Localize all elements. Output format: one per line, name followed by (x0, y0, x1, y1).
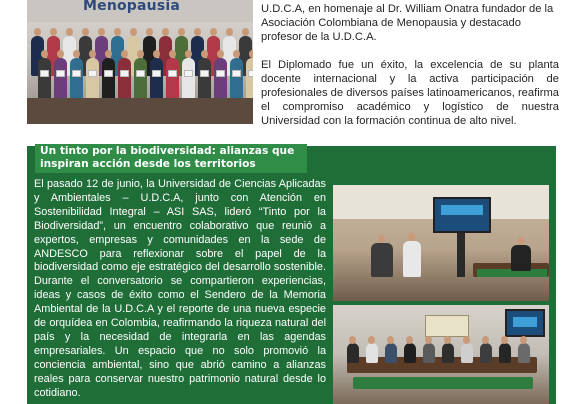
meeting-attendee (461, 343, 473, 363)
attendee (511, 245, 531, 271)
meeting-attendee (518, 343, 530, 363)
meeting-attendee-head (368, 336, 375, 344)
graduate-head (137, 50, 144, 58)
meeting-attendee-head (387, 336, 394, 344)
graduate-head (185, 50, 192, 58)
graduate-head (210, 28, 217, 36)
graduate-head (169, 50, 176, 58)
presentation-screen (433, 197, 491, 233)
meeting-attendee-head (520, 336, 527, 344)
meeting-attendee (499, 343, 511, 363)
speaker-right (403, 241, 421, 277)
meeting-attendee-head (463, 336, 470, 344)
diploma (56, 70, 65, 77)
graduate-head (162, 28, 169, 36)
graduate-head (73, 50, 80, 58)
diploma (200, 70, 209, 77)
meeting-attendee-head (425, 336, 432, 344)
graduate-head (89, 50, 96, 58)
graduate-head (98, 28, 105, 36)
speaker-left (371, 243, 393, 277)
graduate-head (66, 28, 73, 36)
meeting-attendee-head (444, 336, 451, 344)
graduate-head (233, 50, 240, 58)
graduate-head (201, 50, 208, 58)
meeting-attendee (404, 343, 416, 363)
diploma (136, 70, 145, 77)
top-article-text (261, 2, 559, 142)
diploma (232, 70, 241, 77)
graduate-head (217, 50, 224, 58)
graduate-head (130, 28, 137, 36)
graduate-head (194, 28, 201, 36)
paragraph-diplomado: El Diplomado fue un éxito, la excelencia de su planta docente internacional y la activa participación de profesionales de diversos países latinoamericanos, reafirma el compromiso académico y logístico de nuestra Universidad con la formación continua de alto nivel. (261, 58, 559, 128)
meeting-attendee-head (349, 336, 356, 344)
graduate-head (121, 50, 128, 58)
meeting-room-photo (333, 305, 549, 404)
graduate-head (57, 50, 64, 58)
banner-text: Menopausia (83, 0, 181, 14)
article-headline: Un tinto por la biodiversidad: alianzas que inspiran acción desde los territorios (35, 144, 307, 173)
meeting-attendee-head (406, 336, 413, 344)
meeting-attendee (347, 343, 359, 363)
diploma (184, 70, 193, 77)
diploma (88, 70, 97, 77)
group-photo-diplomado (27, 0, 253, 124)
graduate-head (41, 50, 48, 58)
meeting-attendee-head (482, 336, 489, 344)
diploma (104, 70, 113, 77)
diploma (168, 70, 177, 77)
graduate-head (249, 50, 253, 58)
conversatorio-photo (333, 185, 549, 301)
diploma (216, 70, 225, 77)
meeting-attendee (442, 343, 454, 363)
graduate-head (114, 28, 121, 36)
wall-monitor (505, 309, 545, 337)
diploma (40, 70, 49, 77)
meeting-attendee-head (501, 336, 508, 344)
meeting-attendee (366, 343, 378, 363)
graduate-head (50, 28, 57, 36)
table-front (353, 377, 533, 389)
speaker-right-head (408, 233, 415, 241)
diploma (248, 70, 253, 77)
diploma (120, 70, 129, 77)
diploma (72, 70, 81, 77)
diploma (152, 70, 161, 77)
meeting-attendee (480, 343, 492, 363)
graduate-head (153, 50, 160, 58)
graduate-head (146, 28, 153, 36)
screen-stand (457, 233, 465, 277)
graduate-head (82, 28, 89, 36)
graduate-head (105, 50, 112, 58)
graduate-head (178, 28, 185, 36)
graduate-head (242, 28, 249, 36)
speaker-left-head (378, 235, 385, 243)
meeting-attendee (385, 343, 397, 363)
attendee-head (517, 237, 524, 245)
meeting-attendee (423, 343, 435, 363)
paragraph-homenaje: U.D.C.A, en homenaje al Dr. William Onatra fundador de la Asociación Colombiana de Menopausia y destacado profesor de la U.D.C.A. (261, 3, 554, 44)
article-body: El pasado 12 de junio, la Universidad de Ciencias Aplicadas y Ambientales – U.D.C.A, junto con Atención en Sostenibilidad Integral – ASI SAS, lideró “Tinto por la Biodiversidad”, un encuentro colaborativo que reunió a expertos, empresas y comunidades en la sede de ANDESCO para reflexionar sobre el papel de la biodiversidad como eje estratégico del desarrollo sostenible. Durante el conversatorio se compartieron experiencias, ideas y casos de éxito como el Sendero de la Memoria Ambiental de la U.D.C.A y el reporte de una nueva especie de orquídea en Colombia, reafirmando la riqueza natural del país y la necesidad de integrarla en las agendas empresariales. Un espacio que no solo promovió la conciencia ambiental, sino que abrió camino a alianzas reales para conservar nuestro patrimonio natural desde lo cotidiano. (34, 178, 326, 399)
graduate-head (34, 28, 41, 36)
wall-painting (425, 315, 469, 337)
graduate-head (226, 28, 233, 36)
stage-floor (27, 98, 253, 124)
